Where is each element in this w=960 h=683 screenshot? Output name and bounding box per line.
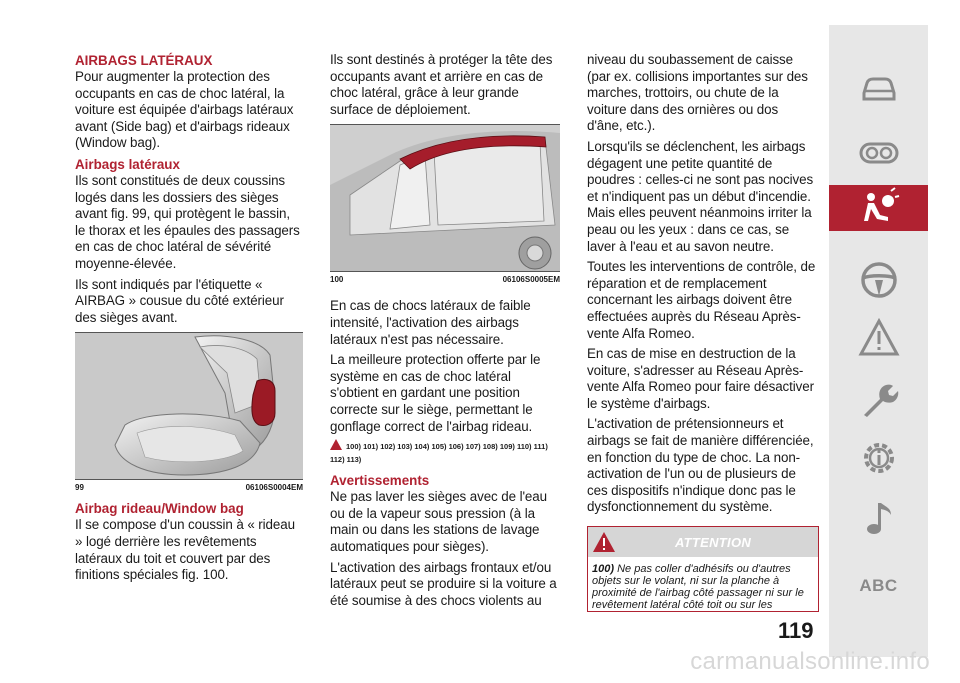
wrench-icon[interactable]	[829, 377, 928, 423]
figure-number: 99	[75, 483, 84, 493]
attention-header	[588, 527, 818, 557]
car-icon[interactable]	[829, 65, 928, 111]
paragraph-2: Lorsqu'ils se déclenchent, les airbags dégagent une petite quantité de poudres : celles-ci ne sont pas nocives et n'indiquent pas un début d'incendie. Mais elles peuvent néanmoins irriter la peau ou les yeux : dans ce cas, se laver à l'eau et au savon neutre.	[587, 138, 814, 254]
warning-triangle-icon[interactable]	[829, 315, 928, 361]
figure-code: 06106S0004EM	[245, 483, 303, 493]
figure-code: 06106S0005EM	[502, 275, 560, 285]
attention-body	[588, 557, 818, 611]
warning-references: 100) 101) 102) 103) 104) 105) 106) 107) 108) 109) 110) 111) 112) 113)	[330, 439, 560, 466]
subheading-side-airbags: Airbags latéraux	[75, 156, 180, 172]
chapter-sidebar	[829, 25, 928, 657]
warning-paragraph-2: L'activation des airbags frontaux et/ou latéraux peut se produire si la voiture a été soumise à des chocs violents au	[330, 559, 557, 608]
paragraph-3: Toutes les interventions de contrôle, de réparation et de remplacement concernant les airbags doivent être effectuées auprès du Réseau Après-vente Alfa Romeo.	[587, 259, 816, 341]
attention-title: ATTENTION	[674, 534, 752, 550]
curtain-paragraph-1: Ils sont destinés à protéger la tête des occupants avant et arrière en cas de choc latéral, grâce à leur grande surface de déploiement.	[330, 52, 553, 117]
paragraph-4: En cas de mise en destruction de la voiture, s'adresser au Réseau Après-vente Alfa Romeo pour faire désactiver le système d'airbags.	[587, 346, 814, 411]
page-number: 119	[778, 618, 814, 643]
column-1	[75, 52, 303, 588]
music-note-icon[interactable]	[829, 495, 928, 541]
paragraph-1: niveau du soubassement de caisse (par ex. collisions importantes sur des marches, trottoirs, ou chute de la voiture dans des ornières ou dos d'âne, etc.).	[587, 52, 808, 134]
window-paragraph: Il se compose d'un coussin à « rideau » logé derrière les revêtements latéraux du toit et couvert par des finitions spéciales fig. 100.	[75, 517, 295, 583]
steering-wheel-icon[interactable]	[829, 257, 928, 303]
warning-triangle-icon	[592, 531, 616, 553]
warning-triangle-icon	[330, 439, 342, 450]
abc-index[interactable]: ABC	[859, 576, 898, 595]
figure-100	[330, 124, 560, 284]
curtain-paragraph-3: La meilleure protection offerte par le système en cas de choc latéral s'obtient en gardant une position correcte sur le siège, permettant le gonflage correct de l'airbag rideau.	[330, 352, 541, 434]
curtain-paragraph-2: En cas de chocs latéraux de faible intensité, l'activation des airbags latéraux n'est pas nécessaire.	[330, 298, 531, 347]
figure-number: 100	[330, 275, 344, 285]
subheading-window-bag: Airbag rideau/Window bag	[75, 501, 244, 517]
attention-text: Ne pas coller d'adhésifs ou d'autres objets sur le volant, ni sur la planche à proximité de l'airbag côté passager ni sur le revêtement latéral côté toit ou sur les	[592, 563, 804, 612]
paragraph-5: L'activation de prétensionneurs et airbags se fait de manière différenciée, en fonction du type de choc. La non-activation de l'un ou de plusieurs de ces dispositifs n'indique donc pas le dysfonctionnement du système.	[587, 416, 814, 515]
column-2	[330, 52, 560, 613]
subheading-warnings: Avertissements	[330, 473, 430, 489]
curtain-airbag-illustration	[330, 124, 560, 272]
airbag-safety-icon[interactable]	[829, 185, 928, 231]
figure-99	[75, 332, 303, 492]
seat-airbag-illustration	[75, 332, 303, 480]
side-paragraph-1: Ils sont constitués de deux coussins logés dans les dossiers des sièges avant fig. 99, qui protègent le bassin, le thorax et les épaules des passagers en cas de choc latéral de sévérité moyenne-élevée.	[75, 172, 300, 271]
attention-box	[587, 526, 819, 612]
intro-paragraph: Pour augmenter la protection des occupants en cas de choc latéral, la voiture est équipée d'airbags latéraux avant (Side bag) et d'airbags rideaux (Window bag).	[75, 69, 294, 151]
attention-number: 100)	[592, 563, 615, 576]
column-3	[587, 52, 817, 612]
watermark: carmanualsonline.info	[690, 648, 930, 675]
dashboard-icon[interactable]	[829, 130, 928, 176]
section-heading: AIRBAGS LATÉRAUX	[75, 53, 213, 68]
settings-gear-icon[interactable]	[829, 435, 928, 481]
side-paragraph-2: Ils sont indiqués par l'étiquette « AIRBAG » cousue du côté extérieur des sièges avant.	[75, 276, 284, 325]
warning-paragraph-1: Ne pas laver les sièges avec de l'eau ou de la vapeur sous pression (à la main ou dans les stations de lavage automatiques pour sièges).	[330, 489, 547, 554]
